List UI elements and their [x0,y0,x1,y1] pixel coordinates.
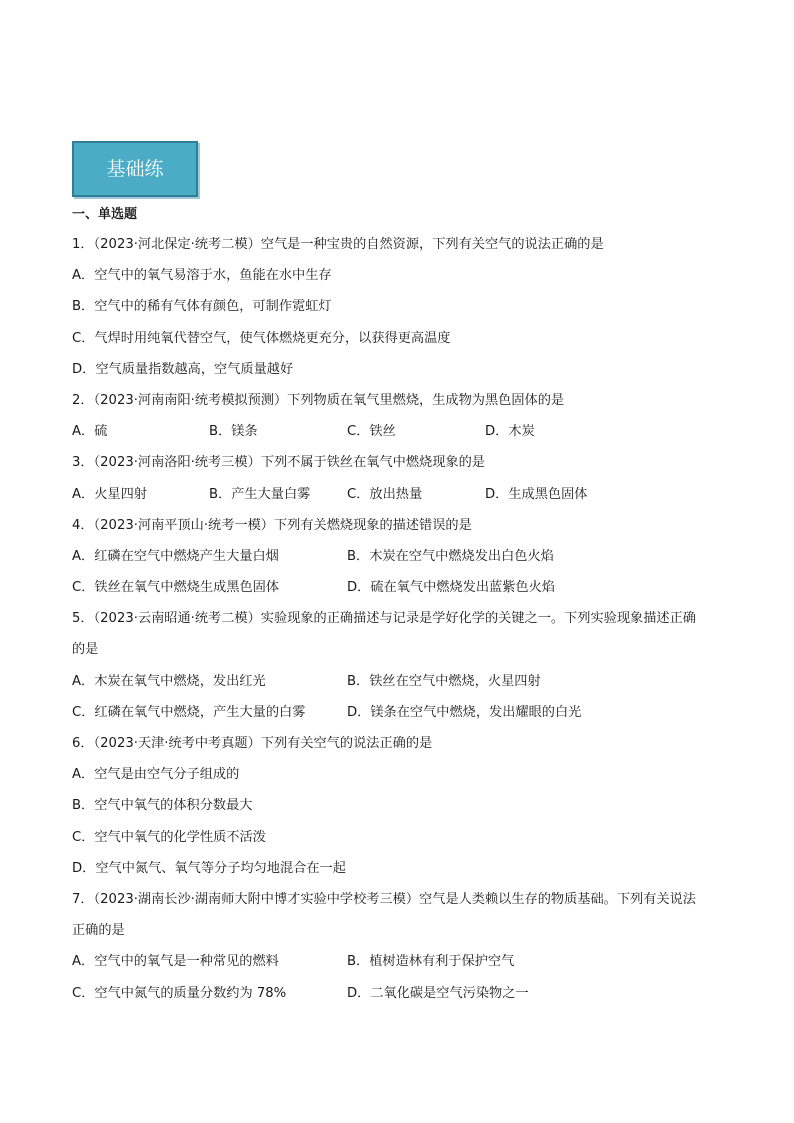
option: D．生成黑色固体 [485,486,588,502]
option: B．空气中的稀有气体有颜色，可制作霓虹灯 [72,299,332,315]
option: C．空气中氧气的化学性质不活泼 [72,829,266,845]
option: A．空气中的氧气是一种常见的燃料 [72,954,279,970]
option: C．放出热量 [347,486,423,502]
option: C．气焊时用纯氧代替空气，使气体燃烧更充分，以获得更高温度 [72,330,451,346]
option: A．空气中的氧气易溶于水，鱼能在水中生存 [72,268,332,284]
option: C．空气中氮气的质量分数约为 78% [72,985,287,1001]
option-row [72,951,724,982]
option-row [72,702,724,733]
option: B．铁丝在空气中燃烧，火星四射 [347,673,541,689]
option: B．产生大量白雾 [209,486,311,502]
question-stem: 6．（2023·天津·统考中考真题）下列有关空气的说法正确的是 [72,736,433,751]
option: D．木炭 [485,424,535,440]
option-row [72,421,724,452]
option: B．空气中氧气的体积分数最大 [72,798,253,814]
option: C．红磷在氧气中燃烧，产生大量的白雾 [72,704,306,720]
question-stem: 1．（2023·河北保定·统考二模）空气是一种宝贵的自然资源，下列有关空气的说法正确的是 [72,237,604,252]
option: D．硫在氧气中燃烧发出蓝紫色火焰 [347,580,555,596]
option-row [72,546,724,577]
question-list [72,234,724,1014]
option-row [72,983,724,1014]
question-stem: 2．（2023·河南南阳·统考模拟预测）下列物质在氧气里燃烧，生成物为黑色固体的是 [72,392,565,408]
section-title: 一、单选题 [72,207,138,222]
option: C．铁丝在氧气中燃烧生成黑色固体 [72,580,280,596]
question-stem-cont: 正确的是 [72,923,125,939]
option: C．铁丝 [347,424,396,440]
option: D．空气质量指数越高，空气质量越好 [72,361,294,377]
option: B．木炭在空气中燃烧发出白色火焰 [347,548,554,564]
option: A．红磷在空气中燃烧产生大量白烟 [72,548,279,564]
section-banner: 基础练 [72,141,198,197]
question-stem-cont: 的是 [72,642,99,658]
question-stem: 3．（2023·河南洛阳·统考三模）下列不属于铁丝在氧气中燃烧现象的是 [72,455,485,471]
option: A．木炭在氧气中燃烧，发出红光 [72,673,266,689]
option: D．二氧化碳是空气污染物之一 [347,985,529,1001]
option-row [72,484,724,515]
option-row [72,671,724,702]
option-row [72,577,724,608]
option: B．镁条 [209,424,258,440]
option: D．镁条在空气中燃烧，发出耀眼的白光 [347,704,582,720]
question-stem: 7．（2023·湖南长沙·湖南师大附中博才实验中学校考三模）空气是人类赖以生存的物质基础。下列有关说法 [72,891,696,907]
question-stem: 4．（2023·河南平顶山·统考一模）下列有关燃烧现象的描述错误的是 [72,517,472,533]
question-stem: 5．（2023·云南昭通·统考二模）实验现象的正确描述与记录是学好化学的关键之一。下列实验现象描述正确 [72,611,696,627]
option: A．硫 [72,424,108,440]
option: A．空气是由空气分子组成的 [72,767,240,783]
option: D．空气中氮气、氧气等分子均匀地混合在一起 [72,860,346,876]
option: A．火星四射 [72,486,147,502]
option: B．植树造林有利于保护空气 [347,954,515,970]
